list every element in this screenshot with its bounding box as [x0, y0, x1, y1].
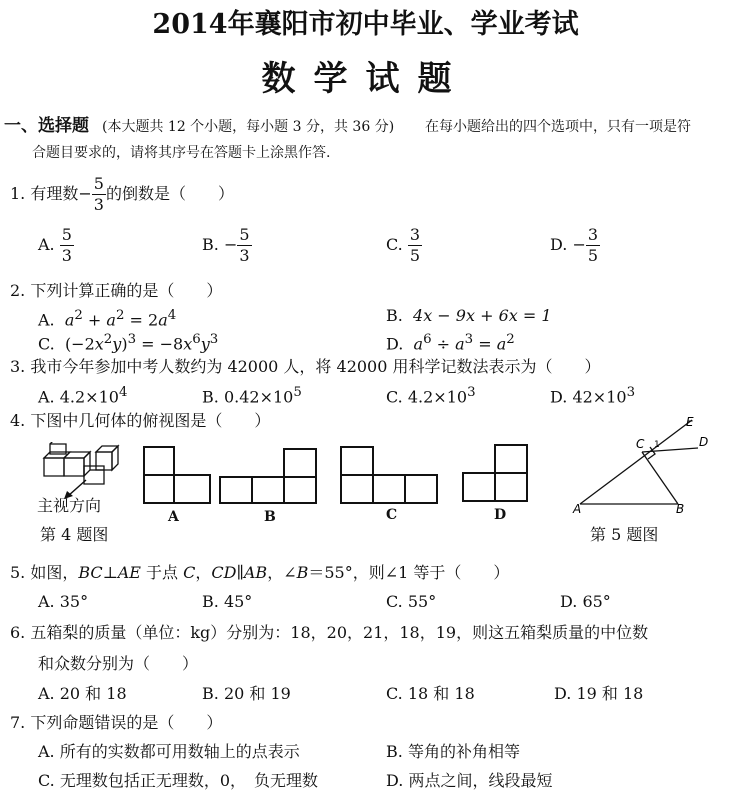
q1-option-b[interactable]: [202, 225, 252, 266]
option-label: B.: [202, 387, 219, 407]
option-label: B.: [202, 235, 219, 254]
option-text: 所有的实数都可用数轴上的点表示: [59, 742, 300, 761]
option-label: A.: [38, 592, 55, 611]
q5-stem: CD∥AB: [211, 563, 268, 582]
q5-stem: C: [183, 563, 196, 582]
option-text: 55°: [407, 592, 437, 611]
q3-option-c[interactable]: [386, 383, 476, 407]
option-label: C.: [386, 235, 403, 254]
option-text: 4x − 9x + 6x = 1: [413, 306, 552, 325]
figure-5-caption: 第 5 题图: [590, 525, 659, 544]
front-view-label: 主视方向: [37, 496, 102, 515]
option-label: B.: [202, 592, 219, 611]
option-text: 20 和 19: [223, 684, 291, 703]
option-mantissa: 4.2×10: [407, 387, 468, 407]
option-label: B.: [386, 306, 403, 325]
q5-stem: 于点: [140, 563, 184, 582]
q2-option-b[interactable]: [386, 306, 552, 326]
question-1: [10, 174, 234, 215]
option-b-label: B: [264, 509, 276, 525]
option-text: 45°: [223, 592, 253, 611]
question-4: [10, 411, 270, 431]
q1-frac-num: 5: [93, 174, 104, 193]
frac-num: 5: [239, 225, 250, 244]
option-a-label: A: [168, 509, 179, 525]
section-intro-2: 合题目要求的，请将其序号在答题卡上涂黑作答.: [32, 145, 331, 161]
question-7: [10, 713, 222, 733]
q5-stem: BC⊥AE: [78, 563, 141, 582]
q6-number: 6.: [10, 623, 26, 642]
option-text: 35°: [59, 592, 89, 611]
option-fraction: [237, 225, 251, 266]
option-label: D.: [560, 592, 578, 611]
frac-num: 3: [409, 225, 421, 244]
q1-fraction: [92, 174, 106, 215]
option-label: A.: [38, 235, 55, 254]
frac-num: 5: [61, 225, 72, 244]
q5-option-d[interactable]: [560, 592, 611, 612]
option-label: A.: [38, 684, 55, 703]
q7-option-c[interactable]: [38, 771, 318, 791]
frac-den: 3: [61, 246, 72, 265]
option-label: C.: [386, 592, 403, 611]
q5-option-c[interactable]: [386, 592, 436, 612]
option-label: C.: [38, 771, 55, 790]
option-exponent: 5: [293, 385, 302, 400]
exam-title: 2014年襄阳市初中毕业、学业考试: [152, 9, 579, 40]
q6-stem-2: 和众数分别为（ ）: [38, 654, 199, 673]
point-c: C: [636, 437, 645, 451]
frac-den: 3: [239, 246, 250, 265]
q1-stem-pre: 有理数: [30, 184, 79, 203]
q6-option-c[interactable]: [386, 684, 475, 704]
frac-num: 3: [587, 225, 599, 244]
option-mantissa: 42×10: [572, 387, 627, 407]
option-label: B.: [202, 684, 219, 703]
q5-stem: ，: [195, 563, 212, 582]
option-text: 65°: [582, 592, 611, 611]
q6-option-a[interactable]: [38, 684, 127, 704]
q7-option-b[interactable]: [386, 742, 520, 762]
option-label: C.: [386, 387, 403, 407]
q5-stem: B: [296, 563, 309, 582]
option-label: D.: [554, 684, 572, 703]
q1-option-c[interactable]: [386, 225, 422, 266]
point-e: E: [686, 415, 694, 429]
q2-stem: 下列计算正确的是（ ）: [30, 281, 223, 300]
q2-option-d[interactable]: D. $a^6 \div a^3 = a^2$: [386, 332, 515, 354]
q5-number: 5.: [10, 563, 26, 582]
option-mantissa: 0.42×10: [223, 387, 294, 407]
q5-option-a[interactable]: [38, 592, 88, 612]
q7-option-a[interactable]: [38, 742, 300, 762]
q6-option-d[interactable]: [554, 684, 643, 704]
q4-number: 4.: [10, 411, 26, 430]
option-fraction: [408, 225, 422, 266]
q2-number: 2.: [10, 281, 26, 300]
q1-option-d[interactable]: [550, 225, 600, 266]
option-label: A.: [38, 310, 55, 330]
option-text: 20 和 18: [59, 684, 127, 703]
q3-option-d[interactable]: [550, 383, 635, 407]
option-fraction: [60, 225, 74, 266]
q6-stem-1: 五箱梨的质量（单位：kg）分别为：18，20，21，18，19，则这五箱梨质量的中位数: [30, 623, 649, 642]
frac-den: 5: [409, 246, 421, 265]
option-text: 18 和 18: [407, 684, 475, 703]
angle-1: 1: [654, 440, 660, 450]
top-view-option-c[interactable]: [340, 446, 440, 506]
option-label: D.: [386, 334, 404, 354]
option-text: 无理数包括正无理数，0， 负无理数: [59, 771, 319, 790]
q2-option-a[interactable]: A. $a^2 + a^2 = 2a^4$: [38, 308, 177, 330]
q1-option-a[interactable]: [38, 225, 74, 266]
q3-option-b[interactable]: [202, 383, 302, 407]
q1-frac-den: 3: [93, 195, 104, 214]
option-exponent: 3: [626, 385, 636, 400]
q3-number: 3.: [10, 357, 26, 376]
point-a: A: [573, 502, 582, 516]
figure-5-diagram: [572, 412, 722, 516]
q7-option-d[interactable]: [386, 771, 552, 791]
q3-option-a[interactable]: [38, 383, 127, 407]
q7-number: 7.: [10, 713, 26, 732]
section-intro-1: 在每小题给出的四个选项中，只有一项是符: [425, 119, 691, 135]
q5-stem: ＝55°，则∠1 等于（ ）: [308, 563, 510, 582]
q5-option-b[interactable]: [202, 592, 252, 612]
section-note: (本大题共 12 个小题，每小题 3 分，共 36 分): [102, 119, 395, 135]
option-label: D.: [386, 771, 404, 790]
top-view-option-d[interactable]: [462, 444, 532, 506]
q3-stem: 我市今年参加中考人数约为 42000 人，将 42000 用科学记数法表示为（ ）: [30, 357, 601, 376]
q7-stem: 下列命题错误的是（ ）: [30, 713, 223, 732]
option-c-label: C: [386, 507, 398, 523]
q1-stem-post: 的倒数是（ ）: [105, 184, 234, 203]
option-text: 两点之间，线段最短: [408, 771, 553, 790]
point-b: B: [676, 502, 685, 516]
option-exponent: 4: [118, 385, 128, 400]
question-5: [10, 563, 509, 583]
option-text: 19 和 18: [576, 684, 644, 703]
option-label: C.: [38, 334, 55, 354]
option-mantissa: 4.2×10: [59, 387, 119, 407]
q5-stem: 如图，: [30, 563, 79, 582]
option-label: C.: [386, 684, 403, 703]
question-6: [10, 623, 648, 643]
option-fraction: [586, 225, 600, 266]
section-label: 一、选择题: [4, 116, 89, 136]
option-label: A.: [38, 742, 55, 761]
option-label: D.: [550, 235, 568, 254]
exam-subtitle: 数学试题: [261, 59, 470, 99]
option-sign: −: [223, 235, 238, 254]
frac-den: 5: [587, 246, 599, 265]
q6-option-b[interactable]: [202, 684, 291, 704]
option-exponent: 3: [467, 385, 476, 400]
figure-4-caption: 第 4 题图: [40, 525, 109, 544]
q2-option-c[interactable]: C. $(-2x^2y)^3 = -8x^6y^3$: [38, 332, 219, 354]
question-2: [10, 281, 222, 301]
q1-number: 1.: [10, 184, 26, 203]
option-d-label: D: [494, 507, 507, 523]
option-sign: −: [572, 235, 586, 254]
option-label: B.: [386, 742, 403, 761]
question-3: [10, 357, 601, 377]
top-view-option-b[interactable]: [219, 446, 319, 506]
q1-minus: −: [78, 184, 92, 203]
option-label: D.: [550, 387, 568, 407]
option-label: A.: [38, 387, 55, 407]
point-d: D: [699, 435, 709, 449]
option-text: 等角的补角相等: [407, 742, 520, 761]
q4-stem: 下图中几何体的俯视图是（ ）: [30, 411, 271, 430]
top-view-option-a[interactable]: [143, 446, 213, 506]
q5-stem: ，∠: [267, 563, 297, 582]
